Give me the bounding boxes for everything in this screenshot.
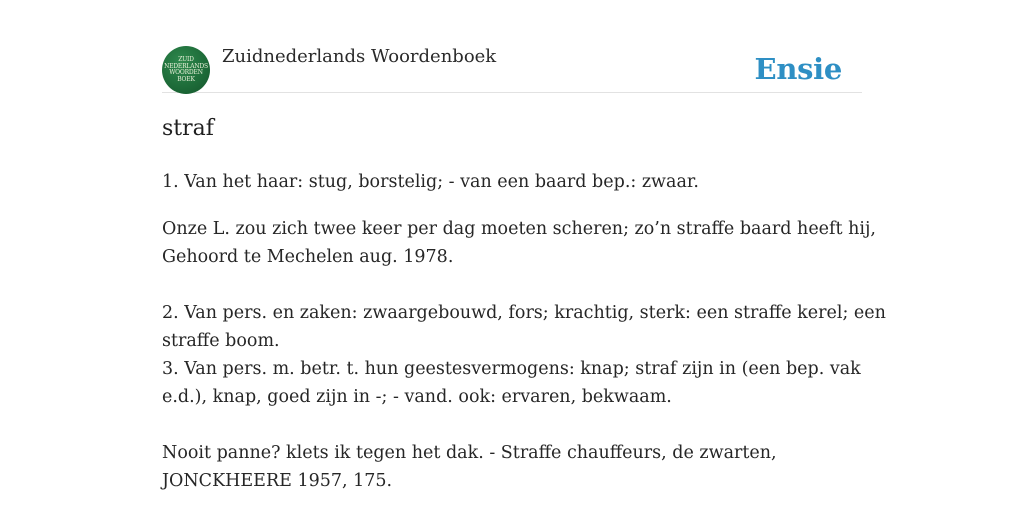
example-line: Onze L. zou zich twee keer per dag moeten scheren; zo’n straffe baard heeft hij, — [162, 219, 876, 239]
definition-line: straffe boom. — [162, 331, 280, 351]
logo-text-line: ZUID — [178, 56, 194, 63]
example-1 — [162, 215, 876, 271]
logo-text-line: NEDERLANDS — [164, 62, 208, 70]
ensie-brand-logo[interactable]: Ensie — [754, 52, 842, 86]
definition-1: 1. Van het haar: stug, borstelig; - van een baard bep.: zwaar. — [162, 172, 699, 192]
definitions-2-3 — [162, 299, 886, 411]
site-header — [162, 44, 862, 93]
dictionary-name-link[interactable]: Zuidnederlands Woordenboek — [222, 46, 497, 67]
definition-line: 2. Van pers. en zaken: zwaargebouwd, fors; krachtig, sterk: een straffe kerel; een — [162, 303, 886, 323]
example-line: Gehoord te Mechelen aug. 1978. — [162, 247, 454, 267]
example-line: JONCKHEERE 1957, 175. — [162, 471, 393, 491]
example-2 — [162, 439, 862, 495]
logo-text-line: BOEK — [177, 75, 195, 83]
logo-text-line: WOORDEN — [169, 69, 203, 76]
definition-line: 3. Van pers. m. betr. t. hun geestesvermogens: knap; straf zijn in (een bep. vak — [162, 359, 861, 379]
definition-line: e.d.), knap, goed zijn in -; - vand. ook: ervaren, bekwaam. — [162, 387, 672, 407]
entry-term: straf — [162, 116, 214, 141]
dictionary-logo[interactable] — [162, 46, 210, 94]
example-line: Nooit panne? klets ik tegen het dak. - Straffe chauffeurs, de zwarten, — [162, 443, 777, 463]
entry-content — [162, 112, 886, 491]
